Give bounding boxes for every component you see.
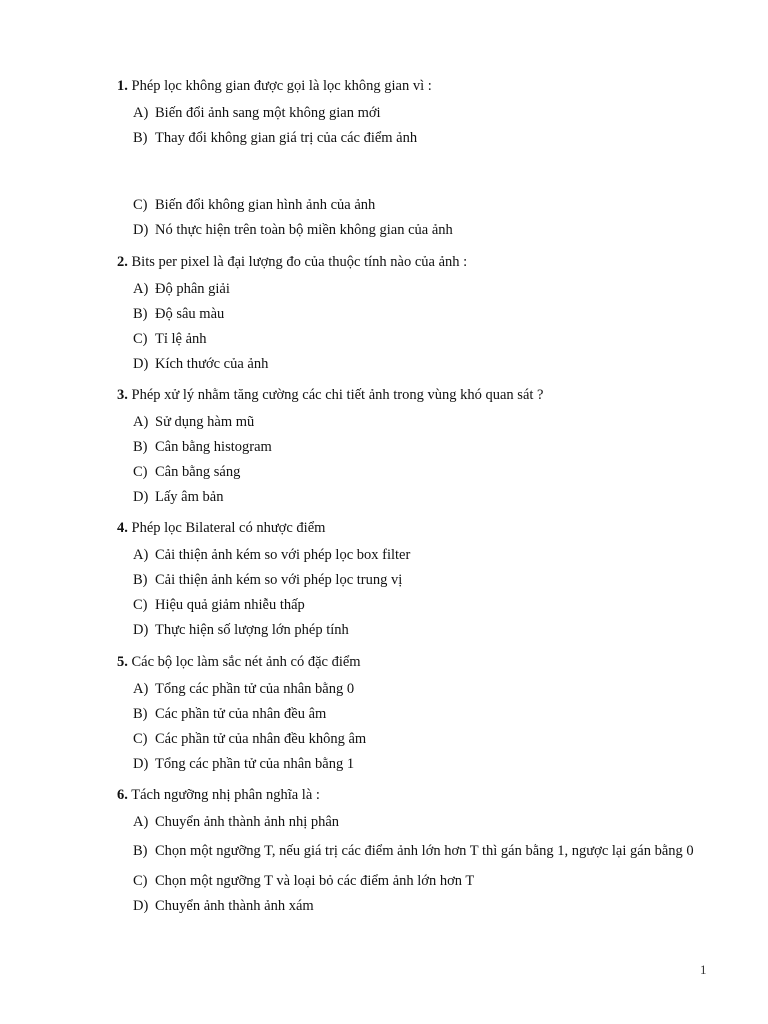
question-title bbox=[117, 76, 717, 100]
option-b bbox=[133, 567, 717, 592]
option-letter: C) bbox=[133, 196, 148, 213]
option-text: Cân bằng sáng bbox=[155, 463, 241, 480]
option-b bbox=[133, 125, 717, 150]
option-letter: B) bbox=[133, 843, 148, 859]
option-text: Chọn một ngưỡng T và loại bỏ các điểm ảnh lớn hơn T bbox=[155, 872, 475, 889]
option-letter: A) bbox=[133, 280, 149, 297]
option-letter: C) bbox=[133, 872, 148, 889]
question-number: 5. bbox=[117, 654, 128, 670]
option-text: Độ phân giải bbox=[155, 280, 230, 297]
option-text: Tổng các phần tử của nhân bằng 1 bbox=[155, 755, 355, 772]
option-text: Thực hiện số lượng lớn phép tính bbox=[155, 621, 349, 638]
option-text: Chuyển ảnh thành ảnh xám bbox=[155, 897, 314, 914]
question-4 bbox=[117, 518, 717, 642]
question-text: Phép lọc Bilateral có nhược điểm bbox=[127, 520, 326, 536]
option-c bbox=[133, 868, 717, 893]
option-letter: C) bbox=[133, 596, 148, 613]
option-text: Biến đổi không gian hình ảnh của ảnh bbox=[155, 196, 376, 213]
option-text: Các phần tử của nhân đều không âm bbox=[155, 730, 367, 747]
option-c bbox=[133, 326, 717, 351]
option-letter: B) bbox=[133, 571, 148, 588]
option-text: Lấy âm bản bbox=[155, 488, 224, 505]
option-letter: D) bbox=[133, 221, 149, 238]
option-text: Cải thiện ảnh kém so với phép lọc trung vị bbox=[155, 571, 403, 588]
question-text: Bits per pixel là đại lượng đo của thuộc tính nào của ảnh : bbox=[127, 254, 468, 270]
question-title bbox=[117, 385, 717, 409]
question-number: 2. bbox=[117, 254, 128, 270]
option-d bbox=[133, 351, 717, 376]
option-text: Nó thực hiện trên toàn bộ miền không gian của ảnh bbox=[155, 221, 453, 238]
option-text: Kích thước của ảnh bbox=[155, 355, 269, 372]
question-title bbox=[117, 252, 717, 276]
option-text: Biến đổi ảnh sang một không gian mới bbox=[155, 104, 381, 121]
option-d bbox=[133, 484, 717, 509]
option-c bbox=[133, 192, 717, 217]
option-letter: D) bbox=[133, 621, 149, 638]
question-text: Phép xử lý nhằm tăng cường các chi tiết ảnh trong vùng khó quan sát ? bbox=[127, 387, 544, 403]
option-letter: D) bbox=[133, 488, 149, 505]
option-letter: C) bbox=[133, 463, 148, 480]
question-6 bbox=[117, 785, 717, 918]
option-b bbox=[133, 434, 717, 459]
option-text: Các phần tử của nhân đều âm bbox=[155, 705, 327, 722]
option-letter: B) bbox=[133, 129, 148, 146]
question-number: 6. bbox=[117, 787, 128, 803]
question-text: Tách ngưỡng nhị phân nghĩa là : bbox=[127, 787, 320, 803]
option-letter: A) bbox=[133, 680, 149, 697]
question-3 bbox=[117, 385, 717, 509]
question-number: 1. bbox=[117, 78, 128, 94]
option-a bbox=[133, 809, 717, 834]
option-text: Độ sâu màu bbox=[155, 305, 225, 322]
question-text: Phép lọc không gian được gọi là lọc không gian vì : bbox=[127, 78, 432, 94]
option-b bbox=[133, 834, 717, 868]
option-text: Thay đổi không gian giá trị của các điểm ảnh bbox=[155, 129, 418, 146]
option-letter: B) bbox=[133, 705, 148, 722]
option-text: Tỉ lệ ảnh bbox=[155, 330, 207, 347]
question-number: 3. bbox=[117, 387, 128, 403]
question-title bbox=[117, 652, 717, 676]
option-d bbox=[133, 751, 717, 776]
option-letter: B) bbox=[133, 438, 148, 455]
question-1 bbox=[117, 76, 717, 242]
option-text: Sử dụng hàm mũ bbox=[155, 413, 255, 430]
option-letter: A) bbox=[133, 813, 149, 830]
option-b bbox=[133, 701, 717, 726]
question-2 bbox=[117, 252, 717, 376]
option-letter: A) bbox=[133, 413, 149, 430]
option-text: Tổng các phần tử của nhân bằng 0 bbox=[155, 680, 355, 697]
option-text: Chuyển ảnh thành ảnh nhị phân bbox=[155, 813, 340, 830]
option-letter: D) bbox=[133, 755, 149, 772]
option-a bbox=[133, 276, 717, 301]
option-c bbox=[133, 459, 717, 484]
option-d bbox=[133, 217, 717, 242]
option-letter: C) bbox=[133, 330, 148, 347]
option-b bbox=[133, 301, 717, 326]
option-a bbox=[133, 676, 717, 701]
option-a bbox=[133, 542, 717, 567]
option-a bbox=[133, 100, 717, 125]
option-text: Cân bằng histogram bbox=[155, 438, 272, 455]
option-letter: C) bbox=[133, 730, 148, 747]
option-text: Cải thiện ảnh kém so với phép lọc box filter bbox=[155, 546, 411, 563]
option-a bbox=[133, 409, 717, 434]
option-letter: B) bbox=[133, 305, 148, 322]
option-c bbox=[133, 726, 717, 751]
option-c bbox=[133, 592, 717, 617]
option-letter: D) bbox=[133, 897, 149, 914]
option-letter: A) bbox=[133, 104, 149, 121]
option-letter: A) bbox=[133, 546, 149, 563]
option-d bbox=[133, 893, 717, 918]
question-number: 4. bbox=[117, 520, 128, 536]
question-5 bbox=[117, 652, 717, 776]
option-letter: D) bbox=[133, 355, 149, 372]
question-text: Các bộ lọc làm sắc nét ảnh có đặc điểm bbox=[127, 654, 361, 670]
option-text: Hiệu quả giảm nhiễu thấp bbox=[155, 596, 305, 613]
option-d bbox=[133, 617, 717, 642]
page-number: 1 bbox=[700, 962, 707, 977]
option-text: Chọn một ngưỡng T, nếu giá trị các điểm ảnh lớn hơn T thì gán bằng 1, ngược lại gán bằng 0 bbox=[155, 843, 694, 859]
question-title bbox=[117, 518, 717, 542]
question-title bbox=[117, 785, 717, 809]
